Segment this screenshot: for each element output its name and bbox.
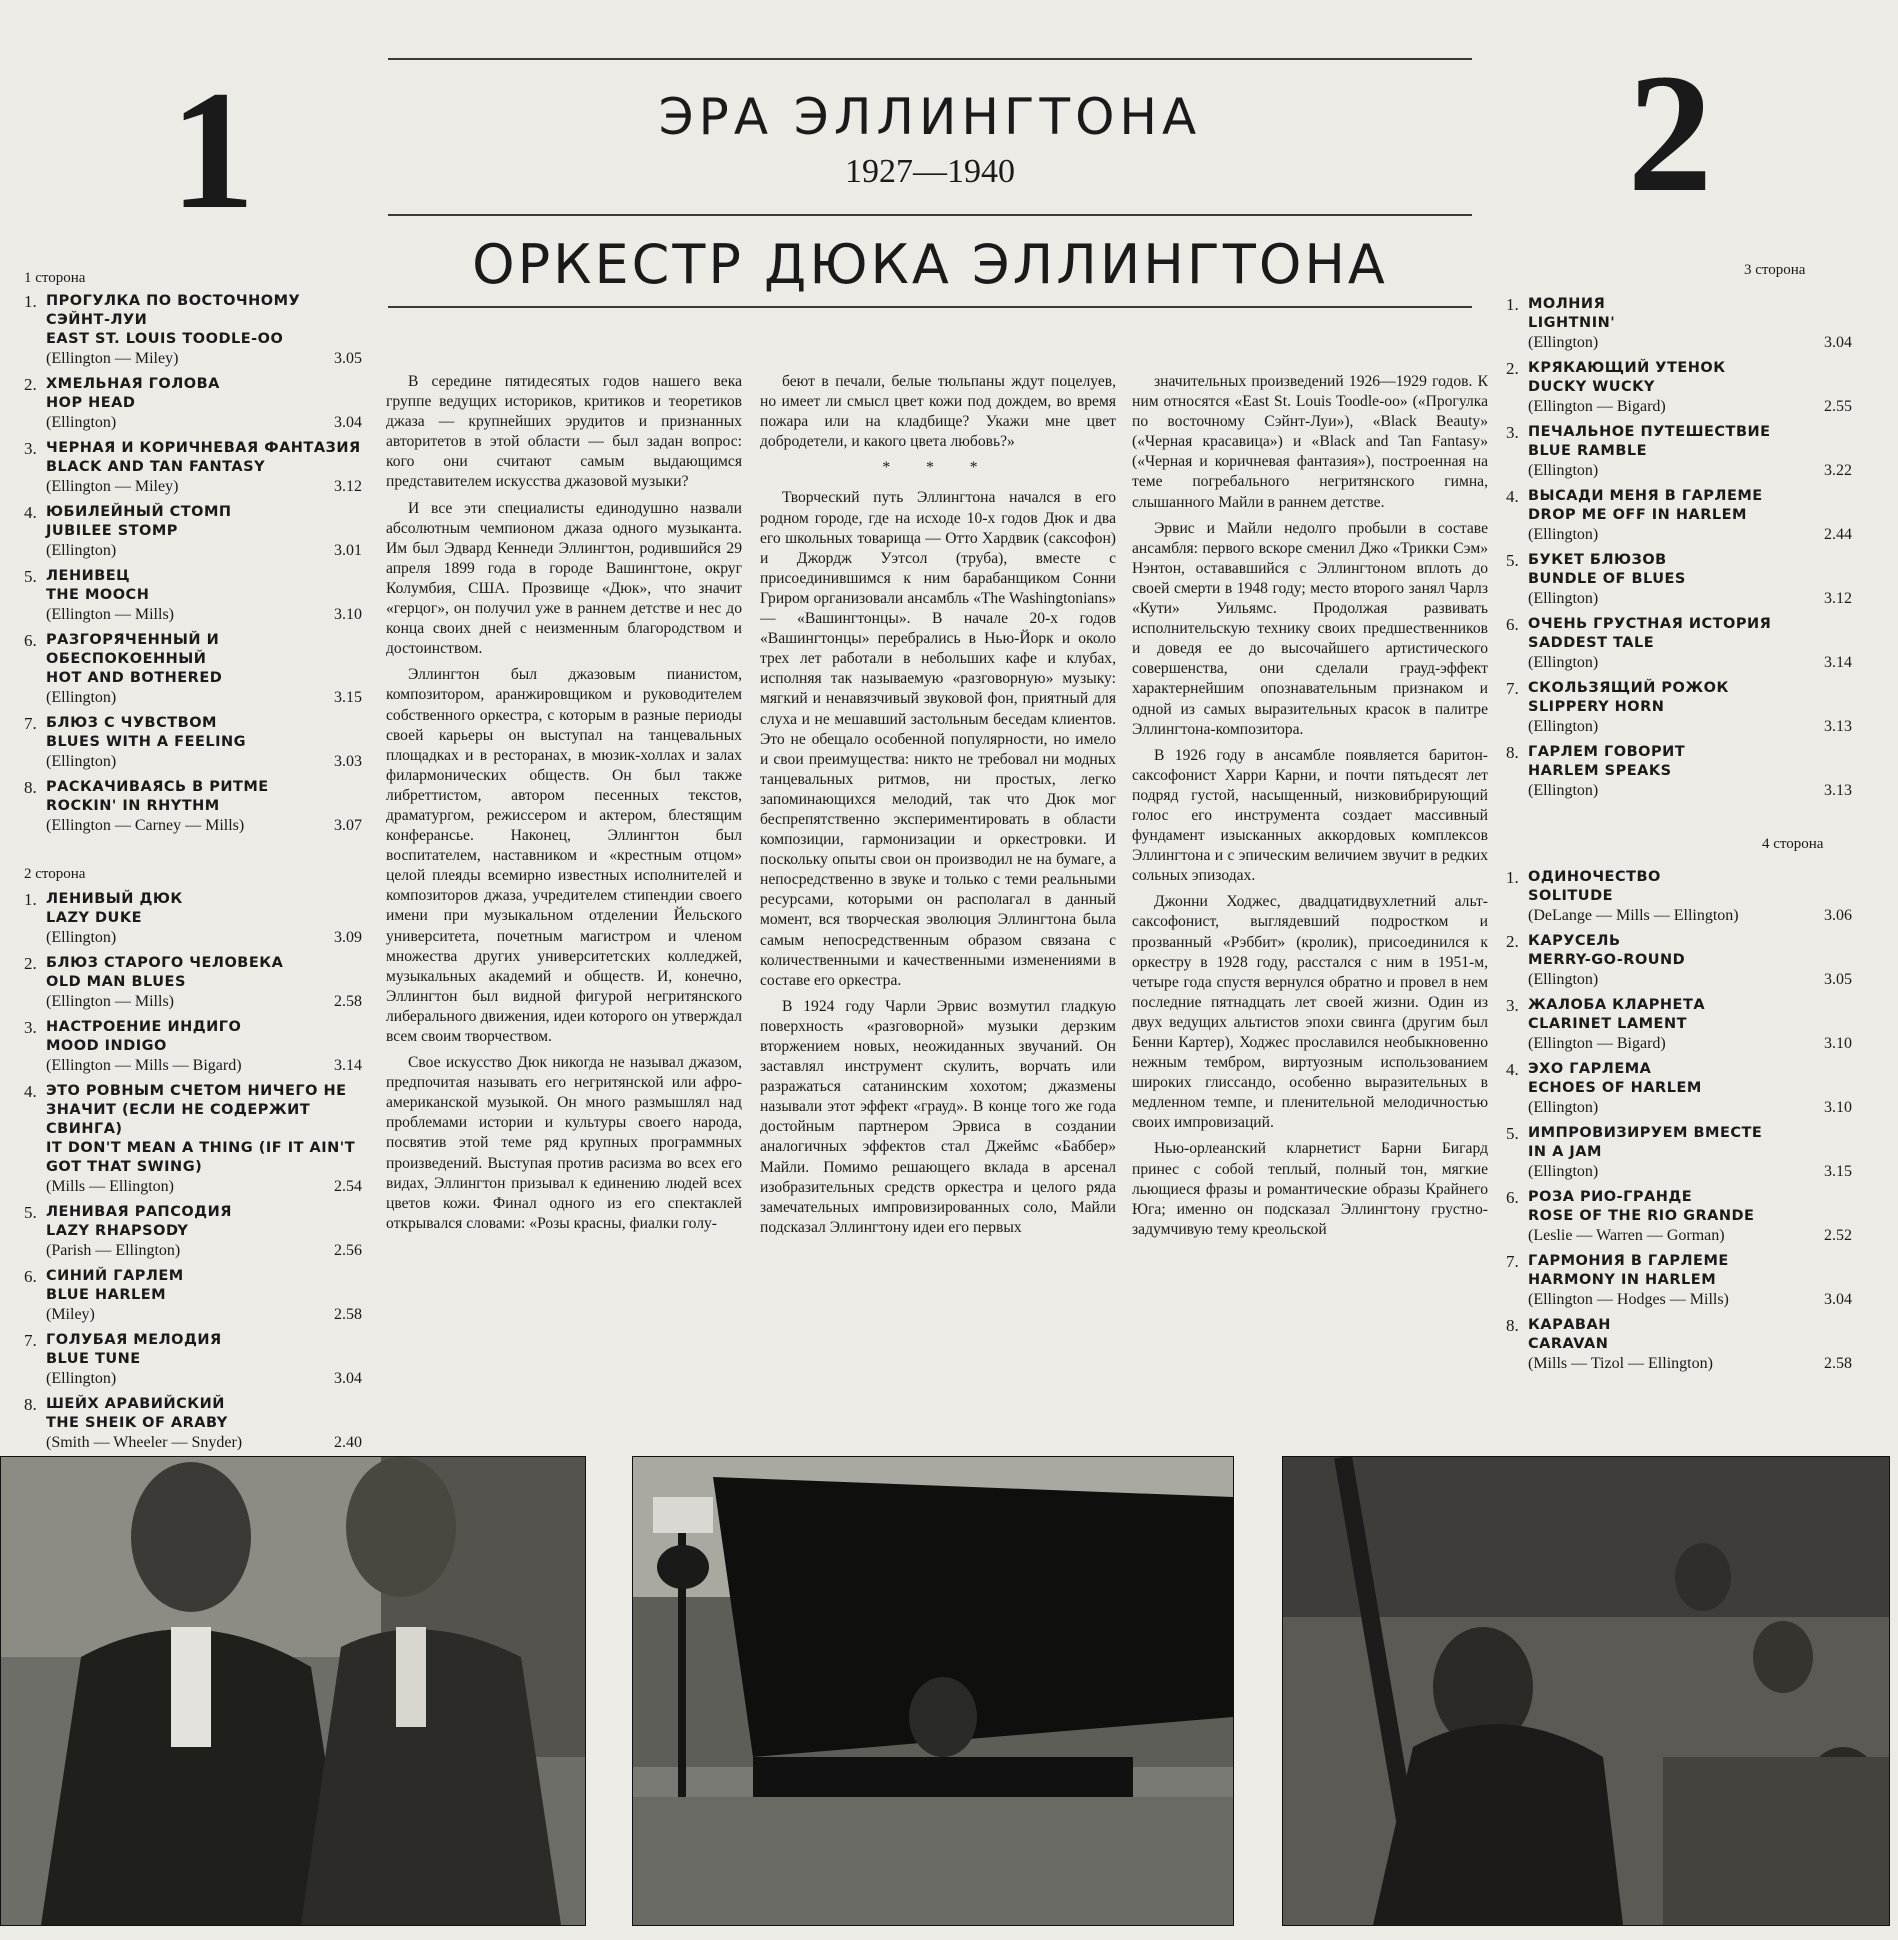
track-number: 6. — [1506, 1188, 1519, 1207]
track-title-ru: МОЛНИЯ — [1528, 296, 1606, 312]
photo-orchestra-icon — [1283, 1457, 1889, 1925]
track-title-ru: ШЕЙХ АРАВИЙСКИЙ — [46, 1396, 225, 1412]
track-title-en: THE SHEIK OF ARABY — [46, 1415, 228, 1431]
track-duration: 2.58 — [334, 1306, 362, 1323]
track-title-en: HARMONY IN HARLEM — [1528, 1272, 1717, 1288]
track-title-en: CLARINET LAMENT — [1528, 1016, 1687, 1032]
photo-two-men-icon — [1, 1457, 585, 1925]
track-credit: (Ellington — Bigard) — [1528, 398, 1666, 415]
track-number: 3. — [24, 1018, 37, 1037]
track-credit: (Ellington — Miley) — [46, 478, 179, 495]
track-number: 8. — [24, 1395, 37, 1414]
track-item — [1506, 551, 1852, 608]
track-number: 1. — [24, 292, 37, 311]
track-credit: (Ellington) — [1528, 971, 1599, 988]
track-title-ru: РАСКАЧИВАЯСЬ В РИТМЕ — [46, 779, 269, 795]
track-item — [1506, 487, 1852, 544]
track-credit: (Smith — Wheeler — Snyder) — [46, 1434, 243, 1451]
article-column-3 — [1132, 372, 1488, 1414]
track-duration: 3.10 — [334, 606, 362, 623]
track-credit: (Ellington — Carney — Mills) — [46, 817, 245, 834]
track-item — [24, 1395, 362, 1452]
track-duration: 2.52 — [1824, 1227, 1852, 1244]
volume-number-left: 1 — [170, 56, 255, 244]
track-title-ru: ОЧЕНЬ ГРУСТНАЯ ИСТОРИЯ — [1528, 616, 1772, 632]
orchestra-name: ОРКЕСТР ДЮКА ЭЛЛИНГТОНА — [472, 233, 1388, 296]
track-number: 7. — [1506, 679, 1519, 698]
track-title-en: IT DON'T MEAN A THING (IF IT AIN'T GOT THAT SWING) — [46, 1140, 356, 1175]
article-column-1 — [386, 372, 742, 1414]
track-title-en: EAST ST. LOUIS TOODLE-OO — [46, 331, 284, 347]
track-duration: 3.15 — [1824, 1163, 1852, 1180]
track-duration: 3.04 — [334, 414, 362, 431]
track-credit: (Ellington) — [46, 1370, 117, 1387]
track-credit: (Ellington) — [46, 414, 117, 431]
track-number: 2. — [1506, 359, 1519, 378]
side-4-tracklist — [1506, 868, 1852, 1380]
article-column-2 — [760, 372, 1116, 1414]
track-credit: (Mills — Ellington) — [46, 1178, 174, 1195]
album-title: ЭРА ЭЛЛИНГТОНА — [658, 88, 1202, 146]
track-number: 7. — [24, 714, 37, 733]
track-item — [24, 714, 362, 771]
track-number: 5. — [24, 1203, 37, 1222]
track-item — [1506, 615, 1852, 672]
track-title-en: LIGHTNIN' — [1528, 315, 1616, 331]
track-duration: 3.10 — [1824, 1035, 1852, 1052]
photo-two-men — [0, 1456, 586, 1926]
track-duration: 2.56 — [334, 1242, 362, 1259]
header-bottom-rule — [388, 306, 1472, 308]
track-title-en: SOLITUDE — [1528, 888, 1614, 904]
track-title-ru: КРЯКАЮЩИЙ УТЕНОК — [1528, 360, 1726, 376]
track-duration: 3.13 — [1824, 782, 1852, 799]
track-duration: 3.05 — [1824, 971, 1852, 988]
track-credit: (Ellington) — [1528, 1099, 1599, 1116]
track-item — [1506, 1124, 1852, 1181]
track-number: 7. — [24, 1331, 37, 1350]
article-paragraph: Джонни Ходжес, двадцатидвухлетний альт-саксофонист, выглядевший подростком и прозванный «Рэббит» (кролик), присоединился к оркестру в 1928 году, расстался с ним в 1951-м, четыре года спустя вернулся обратно и провел в нем последние пятнадцать лет своей жизни. Один из двух ведущих альтистов эпохи свинга (другим был Бенни Картер), Ходжес прославился необыкновенно нежным тембром, виртуозным использованием широких глиссандо, особенно выразительных в медленном темпе, и пленительной мелодичностью своих импровизаций. — [1132, 893, 1488, 1132]
side-3-label: 3 сторона — [1744, 262, 1806, 278]
track-duration: 2.58 — [1824, 1355, 1852, 1372]
track-title-en: ROSE OF THE RIO GRANDE — [1528, 1208, 1755, 1224]
album-years: 1927—1940 — [845, 153, 1015, 190]
track-title-en: LAZY DUKE — [46, 910, 142, 926]
track-item — [1506, 423, 1852, 480]
track-credit: (Ellington) — [46, 542, 117, 559]
track-item — [24, 778, 362, 835]
track-duration: 3.13 — [1824, 718, 1852, 735]
track-number: 2. — [1506, 932, 1519, 951]
track-title-ru: ГАРЛЕМ ГОВОРИТ — [1528, 744, 1686, 760]
side-1-label: 1 сторона — [24, 270, 86, 286]
photo-piano-microphone-icon — [633, 1457, 1233, 1925]
track-item — [1506, 1188, 1852, 1245]
track-title-ru: ЭТО РОВНЫМ СЧЕТОМ НИЧЕГО НЕ ЗНАЧИТ (ЕСЛИ НЕ СОДЕРЖИТ СВИНГА) — [46, 1083, 347, 1137]
track-title-ru: ЧЕРНАЯ И КОРИЧНЕВАЯ ФАНТАЗИЯ — [46, 440, 361, 456]
track-title-ru: НАСТРОЕНИЕ ИНДИГО — [46, 1019, 242, 1035]
track-duration: 2.58 — [334, 993, 362, 1010]
section-divider: * * * — [882, 459, 994, 477]
article-paragraph: Нью-орлеанский кларнетист Барни Бигард принес с собой теплый, полный тон, мягкие льющиеся фразы и романтические образы Крайнего Юга; именно он подсказал Эллингтону грустно-задумчивую тему креольской — [1132, 1140, 1488, 1238]
track-duration: 3.04 — [334, 1370, 362, 1387]
track-number: 5. — [1506, 1124, 1519, 1143]
track-item — [24, 292, 362, 368]
article-paragraph: В 1924 году Чарли Эрвис возмутил гладкую поверхность «разговорной» музыки дерзким вторжением новых, неожиданных звучаний. Он заставлял инструмент скулить, ворчать или разражаться сатанинским хохотом; джазмены называли этот эффект «грауд». В конце того же года достойным партнером Эрвиса в создании аналогичных эффектов стал Джеймс «Баббер» Майли. Помимо решающего вклада в арсенал изобразительных средств оркестра и целого ряда замечательных импровизированных соло, Майли подсказал Эллингтону идеи его первых — [760, 997, 1116, 1236]
track-credit: (Ellington) — [1528, 1163, 1599, 1180]
article-paragraph: В середине пятидесятых годов нашего века группе ведущих историков, критиков и теоретиков джаза — крупнейших эрудитов и признанных авторитетов в этой области — был задан вопрос: кого они считают самым выдающимся представителем искусства джазовой музыки? — [386, 373, 742, 491]
track-title-ru: БЛЮЗ СТАРОГО ЧЕЛОВЕКА — [46, 955, 284, 971]
track-title-en: BLACK AND TAN FANTASY — [46, 459, 266, 475]
track-item — [24, 1267, 362, 1324]
track-number: 3. — [24, 439, 37, 458]
article-paragraph: беют в печали, белые тюльпаны ждут поцелуев, но имеет ли смысл цвет кожи под дождем, во время пожара или на кладбище? Укажи мне цвет добродетели, и какого цвета любовь?» — [760, 373, 1116, 451]
track-item — [1506, 1316, 1852, 1373]
track-number: 4. — [24, 1082, 37, 1101]
article-paragraph: значительных произведений 1926—1929 годов. К ним относятся «East St. Louis Toodle-oo» («Прогулка по восточному Сэйнт-Луи»), «Black Beauty» («Черная красавица») и «Black and Tan Fantasy» («Черная и коричневая фантазия»), построенная на теме погребального негритянского гимна, слышанного Майли в раннем детстве. — [1132, 373, 1488, 511]
track-title-ru: ЖАЛОБА КЛАРНЕТА — [1528, 997, 1706, 1013]
track-credit: (Ellington) — [1528, 782, 1599, 799]
track-credit: (Ellington) — [1528, 654, 1599, 671]
track-title-ru: ХМЕЛЬНАЯ ГОЛОВА — [46, 376, 220, 392]
track-number: 1. — [24, 890, 37, 909]
track-number: 1. — [1506, 295, 1519, 314]
side-3-tracklist — [1506, 295, 1852, 807]
track-title-ru: ЛЕНИВАЯ РАПСОДИЯ — [46, 1204, 232, 1220]
track-number: 8. — [1506, 1316, 1519, 1335]
track-duration: 3.05 — [334, 350, 362, 367]
track-number: 1. — [1506, 868, 1519, 887]
track-credit: (Ellington) — [46, 753, 117, 770]
track-title-en: ECHOES OF HARLEM — [1528, 1080, 1702, 1096]
track-title-en: OLD MAN BLUES — [46, 974, 186, 990]
track-number: 2. — [24, 375, 37, 394]
track-title-ru: ЛЕНИВЕЦ — [46, 568, 131, 584]
track-title-ru: РАЗГОРЯЧЕННЫЙ И ОБЕСПОКОЕННЫЙ — [46, 632, 220, 667]
track-duration: 3.09 — [334, 929, 362, 946]
track-title-en: DUCKY WUCKY — [1528, 379, 1655, 395]
track-title-en: SLIPPERY HORN — [1528, 699, 1665, 715]
track-item — [1506, 1060, 1852, 1117]
track-item — [24, 1082, 362, 1196]
top-rule — [388, 58, 1472, 60]
mid-rule — [388, 214, 1472, 216]
track-credit: (Ellington — Miley) — [46, 350, 179, 367]
track-number: 4. — [1506, 487, 1519, 506]
track-title-en: BLUE RAMBLE — [1528, 443, 1648, 459]
article-paragraph: И все эти специалисты единодушно назвали абсолютным чемпионом джаза одного музыканта. Им был Эдвард Кеннеди Эллингтон, родившийся 29 апреля 1899 года в городе Вашингтоне, округ Колумбия, США. Прозвище «Дюк», что значит «герцог», он получил уже в раннем детстве и нес до конца своих дней с неизменным благородством и достоинством. — [386, 499, 742, 658]
track-credit: (Parish — Ellington) — [46, 1242, 181, 1259]
track-item — [1506, 868, 1852, 925]
track-title-en: CARAVAN — [1528, 1336, 1609, 1352]
track-number: 7. — [1506, 1252, 1519, 1271]
track-credit: (Ellington — Mills) — [46, 993, 174, 1010]
track-credit: (Ellington) — [1528, 334, 1599, 351]
track-credit: (Ellington — Mills) — [46, 606, 174, 623]
track-title-en: SADDEST TALE — [1528, 635, 1655, 651]
track-item — [24, 890, 362, 947]
track-number: 6. — [24, 631, 37, 650]
track-item — [1506, 743, 1852, 800]
track-number: 3. — [1506, 996, 1519, 1015]
track-title-en: BLUE HARLEM — [46, 1287, 167, 1303]
track-title-en: HARLEM SPEAKS — [1528, 763, 1672, 779]
track-credit: (Ellington — Hodges — Mills) — [1528, 1291, 1729, 1308]
track-title-ru: КАРАВАН — [1528, 1317, 1611, 1333]
track-duration: 3.01 — [334, 542, 362, 559]
track-duration: 2.40 — [334, 1434, 362, 1451]
track-credit: (Leslie — Warren — Gorman) — [1528, 1227, 1725, 1244]
track-credit: (Ellington) — [46, 689, 117, 706]
track-number: 8. — [24, 778, 37, 797]
track-duration: 3.06 — [1824, 907, 1852, 924]
track-title-ru: ПЕЧАЛЬНОЕ ПУТЕШЕСТВИЕ — [1528, 424, 1771, 440]
track-title-en: ROCKIN' IN RHYTHM — [46, 798, 220, 814]
article-paragraph: Творческий путь Эллингтона начался в его родном городе, где на исходе 10-х годов Дюк и два его школьных товарища — Отто Хардвик (саксофон) и Джордж Уэтсол (труба), вместе с присоединившимся к ним барабанщиком Сонни Гриром организовали ансамбль «The Washingtonians» — «Вашингтонцы». В начале 20-х годов «Вашингтонцы» перебрались в Нью-Йорк и около трех лет работали в небольших кафе и клубах, исполняя так называемую «разговорную» музыку: мягкий и ненавязчивый звуковой фон, приятный для слуха и не мешавший застольным беседам клиентов. Это не обещало особенной популярности, но имело и свои преимущества: никто не требовал ни модных танцевальных ритмов, ни простых, легко запоминающихся мелодий, так что Дюк мог беспрепятственно экспериментировать в области композиции, гармонизации и оркестровки. И поскольку опыты свои он производил не на бумаге, а непосредственно в звуке и только с теми реальными ресурсами, которыми он располагал в данный момент, вся творческая эволюция Эллингтона была самым непосредственным образом связана с количественными и качественными изменениями в составе его оркестра. — [760, 489, 1116, 989]
track-title-en: MOOD INDIGO — [46, 1038, 167, 1054]
side-2-label: 2 сторона — [24, 866, 86, 882]
track-item — [24, 954, 362, 1011]
track-duration: 3.07 — [334, 817, 362, 834]
track-item — [1506, 359, 1852, 416]
track-credit: (Ellington) — [1528, 462, 1599, 479]
track-duration: 3.04 — [1824, 1291, 1852, 1308]
track-title-en: HOT AND BOTHERED — [46, 670, 223, 686]
track-number: 8. — [1506, 743, 1519, 762]
photo-piano — [632, 1456, 1234, 1926]
track-number: 6. — [1506, 615, 1519, 634]
track-item — [1506, 996, 1852, 1053]
track-title-ru: СКОЛЬЗЯЩИЙ РОЖОК — [1528, 680, 1729, 696]
article-paragraph: Эллингтон был джазовым пианистом, композитором, аранжировщиком и руководителем собственного оркестра, с которым в разные периоды своей карьеры он выступал на танцевальных площадках и в ресторанах, в мюзик-холлах и залах филармонических обществ. Он был также либреттистом, автором песенных текстов, драматургом, режиссером и актером, блестящим конферансье. Наконец, Эллингтон был воспитателем, наставником и «крестным отцом» целой плеяды всемирно известных исполнителей и композиторов джаза, учредителем стипендии своего имени при музыкальном отделении Йельского университета, почетным магистром и членом множества других университетских колледжей, музыкальных академий и обществ. И, конечно, Эллингтон был видной фигурой негритянского либерального движения, идеи которого он утверждал всем своим творчеством. — [386, 666, 742, 1045]
track-title-en: THE MOOCH — [46, 587, 150, 603]
track-duration: 2.54 — [334, 1178, 362, 1195]
track-duration: 3.04 — [1824, 334, 1852, 351]
track-title-ru: ПРОГУЛКА ПО ВОСТОЧНОМУ СЭЙНТ-ЛУИ — [46, 293, 301, 328]
side-2-tracklist — [24, 890, 362, 1459]
track-duration: 3.10 — [1824, 1099, 1852, 1116]
track-item — [24, 1331, 362, 1388]
track-credit: (Ellington) — [46, 929, 117, 946]
track-item — [24, 1018, 362, 1075]
track-item — [24, 375, 362, 432]
track-item — [24, 503, 362, 560]
track-title-ru: ВЫСАДИ МЕНЯ В ГАРЛЕМЕ — [1528, 488, 1763, 504]
track-title-ru: ГОЛУБАЯ МЕЛОДИЯ — [46, 1332, 222, 1348]
track-duration: 3.12 — [334, 478, 362, 495]
track-item — [1506, 932, 1852, 989]
track-title-en: DROP ME OFF IN HARLEM — [1528, 507, 1747, 523]
track-credit: (Miley) — [46, 1306, 95, 1323]
photo-orchestra — [1282, 1456, 1890, 1926]
track-item — [1506, 1252, 1852, 1309]
track-credit: (Ellington) — [1528, 526, 1599, 543]
track-number: 4. — [24, 503, 37, 522]
track-title-ru: КАРУСЕЛЬ — [1528, 933, 1621, 949]
track-title-en: JUBILEE STOMP — [46, 523, 178, 539]
track-number: 3. — [1506, 423, 1519, 442]
track-credit: (Ellington) — [1528, 718, 1599, 735]
track-duration: 2.44 — [1824, 526, 1852, 543]
track-item — [24, 567, 362, 624]
track-number: 2. — [24, 954, 37, 973]
volume-number-right: 2 — [1627, 39, 1713, 227]
track-title-en: BLUES WITH A FEELING — [46, 734, 247, 750]
track-title-ru: ЮБИЛЕЙНЫЙ СТОМП — [46, 504, 232, 520]
track-credit: (Ellington — Mills — Bigard) — [46, 1057, 242, 1074]
track-credit: (Mills — Tizol — Ellington) — [1528, 1355, 1713, 1372]
track-duration: 3.03 — [334, 753, 362, 770]
track-title-ru: БУКЕТ БЛЮЗОВ — [1528, 552, 1667, 568]
track-duration: 3.12 — [1824, 590, 1852, 607]
track-title-en: LAZY RHAPSODY — [46, 1223, 189, 1239]
track-title-ru: БЛЮЗ С ЧУВСТВОМ — [46, 715, 217, 731]
article-paragraph: В 1926 году в ансамбле появляется баритон-саксофонист Харри Карни, и почти пятьдесят лет подряд густой, насыщенный, низковибрирующий голос его инструмента создает массивный фундамент изысканных аккордовых комплексов Эллингтона и с эпическим величием звучит в редких сольных эпизодах. — [1132, 746, 1488, 885]
track-title-en: BUNDLE OF BLUES — [1528, 571, 1686, 587]
track-title-ru: ИМПРОВИЗИРУЕМ ВМЕСТЕ — [1528, 1125, 1763, 1141]
track-title-ru: СИНИЙ ГАРЛЕМ — [46, 1268, 184, 1284]
track-duration: 3.14 — [1824, 654, 1852, 671]
track-duration: 3.14 — [334, 1057, 362, 1074]
article-paragraph: Свое искусство Дюк никогда не называл джазом, предпочитая называть его негритянской или афро-американской музыкой. Он много размышлял над проблемами истории и культуры своего народа, посвятив этой теме ряд крупных программных произведений. Выступая против расизма во всех его видах, Эллингтон призывал к единению людей всех цветов кожи. Финал одного из его спектаклей открывался словами: «Розы красны, фиалки голу- — [386, 1054, 742, 1232]
track-title-en: IN A JAM — [1528, 1144, 1602, 1160]
track-title-ru: ЛЕНИВЫЙ ДЮК — [46, 891, 183, 907]
track-duration: 2.55 — [1824, 398, 1852, 415]
track-number: 6. — [24, 1267, 37, 1286]
track-item — [1506, 295, 1852, 352]
track-title-ru: ОДИНОЧЕСТВО — [1528, 869, 1661, 885]
track-title-en: BLUE TUNE — [46, 1351, 141, 1367]
track-item — [1506, 679, 1852, 736]
side-4-label: 4 сторона — [1762, 836, 1824, 852]
track-title-en: HOP HEAD — [46, 395, 136, 411]
track-credit: (Ellington) — [1528, 590, 1599, 607]
track-duration: 3.15 — [334, 689, 362, 706]
track-title-ru: РОЗА РИО-ГРАНДЕ — [1528, 1189, 1693, 1205]
track-item — [24, 1203, 362, 1260]
side-1-tracklist — [24, 292, 362, 842]
track-title-ru: ГАРМОНИЯ В ГАРЛЕМЕ — [1528, 1253, 1729, 1269]
track-credit: (Ellington — Bigard) — [1528, 1035, 1666, 1052]
track-number: 4. — [1506, 1060, 1519, 1079]
track-number: 5. — [1506, 551, 1519, 570]
article-paragraph: Эрвис и Майли недолго пробыли в составе ансамбля: первого вскоре сменил Джо «Трикки Сэм» Нэнтон, остававшийся с Эллингтоном вплоть до своей смерти в 1948 году; место второго занял Чарлз «Кути» Уильямс. Продолжая развивать исполнительскую технику своих предшественников и доведя ее до высочайшего артистического совершенства, они сделали грауд-эффект характернейшим опознавательным признаком и одной из самых выразительных красок в палитре Эллингтона-композитора. — [1132, 519, 1488, 738]
track-item — [24, 631, 362, 707]
track-item — [24, 439, 362, 496]
track-title-ru: ЭХО ГАРЛЕМА — [1528, 1061, 1652, 1077]
track-title-en: MERRY-GO-ROUND — [1528, 952, 1686, 968]
track-number: 5. — [24, 567, 37, 586]
track-duration: 3.22 — [1824, 462, 1852, 479]
track-credit: (DeLange — Mills — Ellington) — [1528, 907, 1739, 924]
